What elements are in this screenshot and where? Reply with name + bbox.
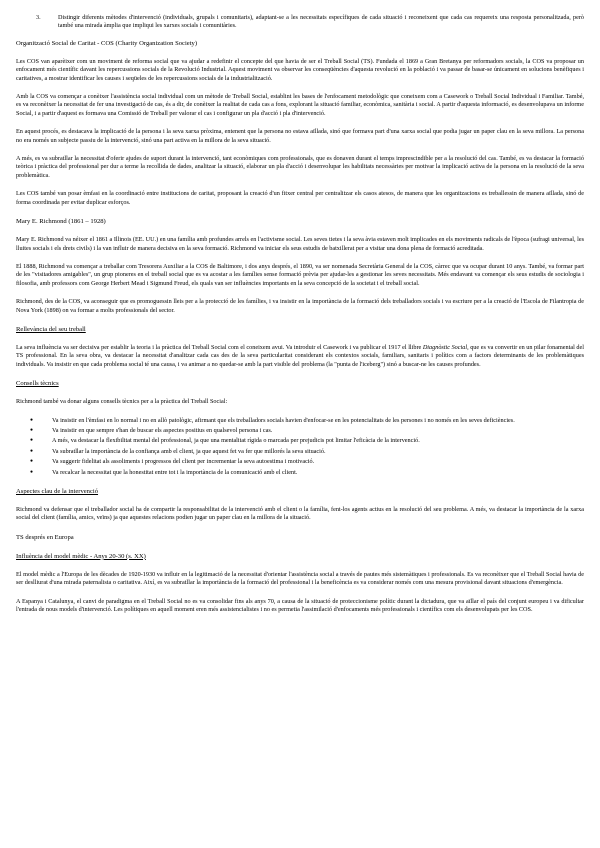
heading-rellevancia: Rellevància del seu treball [16,325,86,333]
item-text: Distingir diferents mètodes d'intervenció (individuals, grupals i comunitaris), adaptant-se a les necessitats específiques de cada situació i reconeixent que cada cas requereix una resposta personalitzada, però també una mirada àmplia que impliqui les xarxes socials i comunitàries. [58,14,584,30]
paragraph: Amb la COS va començar a conèixer l'assistència social individual com un mètode de Treball Social, establint les bases de l'enfocament metodològic que coneixem com a Casework o Treball Social Individual i Familiar. També, es va reconèixer la necessitat de fer una investigació de cas, és a dir, de conèixer la realitat de cada cas a fons, explorant la situació familiar, econòmica, sanitària i social. A partir d'aquesta informació, es desenvolupava un informe Social, i a partir d'aquest es formava una Comissió de Treball per valorar el cas i configurar un pla d'acció i pla d'intervenció. [16,93,584,117]
heading-consells: Consells tècnics [16,380,59,388]
paragraph: Richmond va defensar que el treballador social ha de compartir la responsabilitat de la intervenció amb el client o la família, fent-los agents actius en la resolució del seu problema. A més, va destacar la importància de la xarxa social del client (família, amics, veïns) ja que aquestes relacions podien jugar un paper clau en la millora de la situació. [16,506,584,522]
heading-aspectes: Aspectes clau de la intervenció [16,488,99,495]
numbered-item-3 [16,14,584,31]
list-item: ● Va subratllar la importància de la confiança amb el client, ja que aquest fet va fer que millorés la seva situació. [52,448,584,456]
item-number: 3. [36,14,41,21]
paragraph: A més, es va subratllar la necessitat d'oferir ajudes de suport durant la intervenció, tant econòmiques com professionals, que es donaven durant el temps imprescindible per a la resolució del cas. També, es va destacar la formació teòrica i pràctica del professional per dur a terme la recollida de dades, analitzar la situació, elaborar un pla d'acció i desenvolupar les habilitats necessàries per motivar la implicació activa de la persona en la resolució de la seva problemàtica. [16,155,584,179]
paragraph-rellevancia [16,344,584,369]
bullet-list [16,417,584,477]
list-item: ● Va insistir en que sempre s'han de buscar els aspectes positius en qualsevol persona i cas. [52,427,584,435]
list-item: ● Va suggerir fidelitat als assoliments i progressos del client per incrementar la seva autoestima i motivació. [52,458,584,466]
paragraph: Mary E. Richmond va néixer el 1861 a Illinois (EE. UU.) en una família amb profundes arrels en l'activisme social. Les seves tietes i la seva àvia estaven molt implicades en els moviments radicals de l'època (sufragi universal, les lluites socials i els drets civils) i la van influir de manera decisiva en la seva formació. Richmond va iniciar els seus estudis de batxillerat per a visitar una dona plena de formació acreditada. [16,236,584,252]
text-run: La seva influència va ser decisiva per establir la teoria i la pràctica del Treball Social com el coneixem avui. Va introduir el Casework i va publicar el 1917 el llibre [16,343,423,351]
heading-richmond: Mary E. Richmond (1861 – 1928) [16,218,106,226]
paragraph: Richmond també va donar alguns consells tècnics per a la pràctica del Treball Social: [16,398,228,406]
paragraph: Les COS també van posar èmfasi en la coordinació entre institucions de caritat, proposant la creació d'un fitxer central per centralitzar els casos atesos, de manera que les organitzacions es treballessin de manera aïllada, sinó de forma coordinada per evitar duplicar esforços. [16,190,584,206]
paragraph: Richmond, des de la COS, va aconseguir que es promoguessin lleis per a la protecció de les famílies, i va insistir en la importància de la formació dels treballadors socials i va escriure per a la creació de l'Escola de Filantropia de Nova York (1898) on va formar a molts professionals del sector. [16,298,584,314]
text-run: , que es va convertir en un pilar fonamental del TS professional. En la seva obra, va destacar la necessitat d'analitzar cada cas des de la seva particularitat considerant els contextos socials, familiars, sanitaris i polítics com a factors determinants de les problemàtiques individuals. Va insistir en que cada problema social té una causa, i va animar a no quedar-se amb la part visible del problema (la "punta de l'iceberg") sinó a buscar-ne les causes profundes. [16,343,584,368]
heading-cos: Organització Social de Caritat - COS (Charity Organization Society) [16,39,198,47]
heading-europa: TS després en Europa [16,533,74,541]
book-title: Diagnòstic Social [422,343,468,351]
subheading-model-medic: Influència del model mèdic - Anys 20-30 (s. XX) [16,552,146,560]
list-item: ● Va recalcar la necessitat que la honestitat entre tot i la importància de la comunicació amb el client. [52,469,584,477]
paragraph: En aquest procés, es destacava la implicació de la persona i la seva xarxa pròxima, entenent que la persona no estava aïllada, sinó que formava part d'una xarxa social que podia jugar un paper clau en la seva millora. La persona no era només un subjecte passiu de la intervenció, sinó una part activa en la millora de la seva situació. [16,128,584,144]
paragraph: Les COS van aparèixer com un moviment de reforma social que va ajudar a redefinir el concepte del que havia de ser el Treball Social (TS). Fundada el 1869 a Gran Bretanya per reformadors socials, la COS va proposar un enfocament més científic davant les repercussions socials de la Revolució Industrial. Aquest moviment va observar les conseqüències d'aquesta revolució en la població i va passar de basar-se únicament en solucions benèfiques i caritatives, a mostrar identificar les causes i seqüeles de les repercussions socials de la industrialització. [16,57,584,82]
paragraph: A Espanya i Catalunya, el canvi de paradigma en el Treball Social no es va consolidar fins als anys 70, a causa de la situació de proteccionisme polític durant la dictadura, que va aïllar el país del conjunt europeu i va dificultar l'entrada de nous models d'intervenció. Les polítiques en aquell moment eren més assistencialistes i no es permetia l'assimilació d'enfocaments més professionals i científics com els desenvolupats per les COS. [16,597,584,614]
list-item: ● Va insistir en l'èmfasi en lo normal i no en allò patològic, afirmant que els treballadors socials havien d'enfocar-se en les potencialitats de les persones i no només en les seves deficiències. [52,417,584,425]
paragraph: El model mèdic a l'Europa de les dècades de 1920-1930 va influir en la legitimació de la necessitat d'orientar l'assistència social a través de pautes més sistemàtiques i professionals. Es va reconèixer que el Treball Social havia de ser deslliurat d'una mirada paternalista o caritativa. Així, es va subratllar la importància de la formació del professional i la beneficència es va considerar només com una mesura provisional davant situacions d'emergència. [16,570,584,587]
paragraph: El 1888, Richmond va començar a treballar com Tresorera Auxiliar a la COS de Baltimore, i dos anys després, el 1890, va ser nomenada Secretària General de la COS, càrrec que va ocupar durant 10 anys. També, va formar part de les "visitadores amigables", un grup pioneres en el treball social que es va acostar a les famílies sense formació prèvia per ajudar-les a gestionar les seves necessitats. Més endavant va començar els seus estudis de sociologia i filosofia, amb professors com George Herbert Mead i Sigmund Freud, els quals van ser influències importants en la seva concepció de la societat i el treball social. [16,262,584,287]
list-item: ● A més, va destacar la flexibilitat mental del professional, ja que una mentalitat rígida o marcada per prejudicis pot limitar l'eficàcia de la intervenció. [52,437,584,445]
